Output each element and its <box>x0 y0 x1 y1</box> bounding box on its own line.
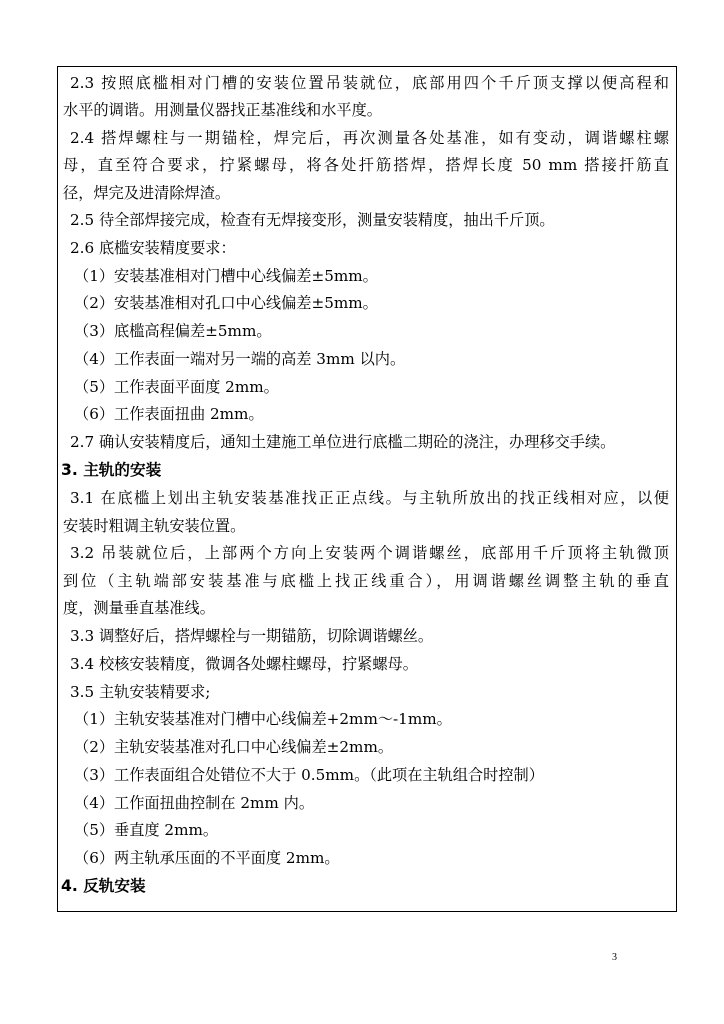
text-line-3-1-a: 3.1 在底槛上划出主轨安装基准找正正点线。与主轨所放出的找正线相对应，以便 <box>70 489 669 507</box>
list-item-2-6-6: （6）工作表面扭曲 2mm。 <box>74 405 264 423</box>
page-number: 3 <box>612 952 617 963</box>
text-line-2-4-c: 径，焊完及进清除焊渣。 <box>63 184 231 202</box>
section-heading-4: 4. 反轨安装 <box>61 877 146 895</box>
text-line-2-7: 2.7 确认安装精度后，通知土建施工单位进行底槛二期砼的浇注，办理移交手续。 <box>70 433 616 451</box>
list-item-3-5-5: （5）垂直度 2mm。 <box>74 821 219 839</box>
text-line-3-2-a: 3.2 吊装就位后，上部两个方向上安装两个调谐螺丝，底部用千斤顶将主轨微顶 <box>70 544 669 562</box>
text-line-3-2-c: 度，测量垂直基准线。 <box>63 599 215 617</box>
text-line-2-4-b: 母，直至符合要求，拧紧螺母，将各处扞筋搭焊，搭焊长度 50 mm 搭接扞筋直 <box>63 156 669 174</box>
text-line-3-4: 3.4 校核安装精度，微调各处螺柱螺母，拧紧螺母。 <box>70 655 418 673</box>
list-item-2-6-1: （1）安装基准相对门槽中心线偏差±5mm。 <box>74 267 378 285</box>
text-line-3-5: 3.5 主轨安装精要求; <box>70 683 211 701</box>
list-item-3-5-3: （3）工作表面组合处错位不大于 0.5mm。（此项在主轨组合时控制） <box>74 766 544 784</box>
list-item-3-5-4: （4）工作面扭曲控制在 2mm 内。 <box>74 794 315 812</box>
list-item-3-5-6: （6）两主轨承压面的不平面度 2mm。 <box>74 849 340 867</box>
text-line-3-3: 3.3 调整好后，搭焊螺栓与一期锚筋，切除调谐螺丝。 <box>70 627 434 645</box>
text-line-3-2-b: 到位（主轨端部安装基准与底槛上找正线重合），用调谐螺丝调整主轨的垂直 <box>63 572 669 590</box>
text-line-2-6: 2.6 底槛安装精度要求： <box>70 239 236 257</box>
text-line-2-3-b: 水平的调谐。用测量仪器找正基准线和水平度。 <box>63 101 382 119</box>
section-heading-3: 3. 主轨的安装 <box>61 461 162 479</box>
list-item-3-5-2: （2）主轨安装基准对孔口中心线偏差±2mm。 <box>74 738 394 756</box>
list-item-2-6-2: （2）安装基准相对孔口中心线偏差±5mm。 <box>74 294 378 312</box>
text-line-2-4-a: 2.4 搭焊螺柱与一期锚栓，焊完后，再次测量各处基准，如有变动，调谐螺柱螺 <box>70 129 669 147</box>
list-item-2-6-5: （5）工作表面平面度 2mm。 <box>74 378 279 396</box>
text-line-2-5: 2.5 待全部焊接完成，检查有无焊接变形，测量安装精度，抽出千斤顶。 <box>70 211 555 229</box>
text-line-2-3-a: 2.3 按照底槛相对门槽的安装位置吊装就位，底部用四个千斤顶支撑以便高程和 <box>70 74 669 92</box>
list-item-3-5-1: （1）主轨安装基准对门槽中心线偏差+2mm～-1mm。 <box>74 710 452 728</box>
list-item-2-6-4: （4）工作表面一端对另一端的高差 3mm 以内。 <box>74 350 406 368</box>
list-item-2-6-3: （3）底槛高程偏差±5mm。 <box>74 322 272 340</box>
text-line-3-1-b: 安装时粗调主轨安装位置。 <box>63 517 246 535</box>
